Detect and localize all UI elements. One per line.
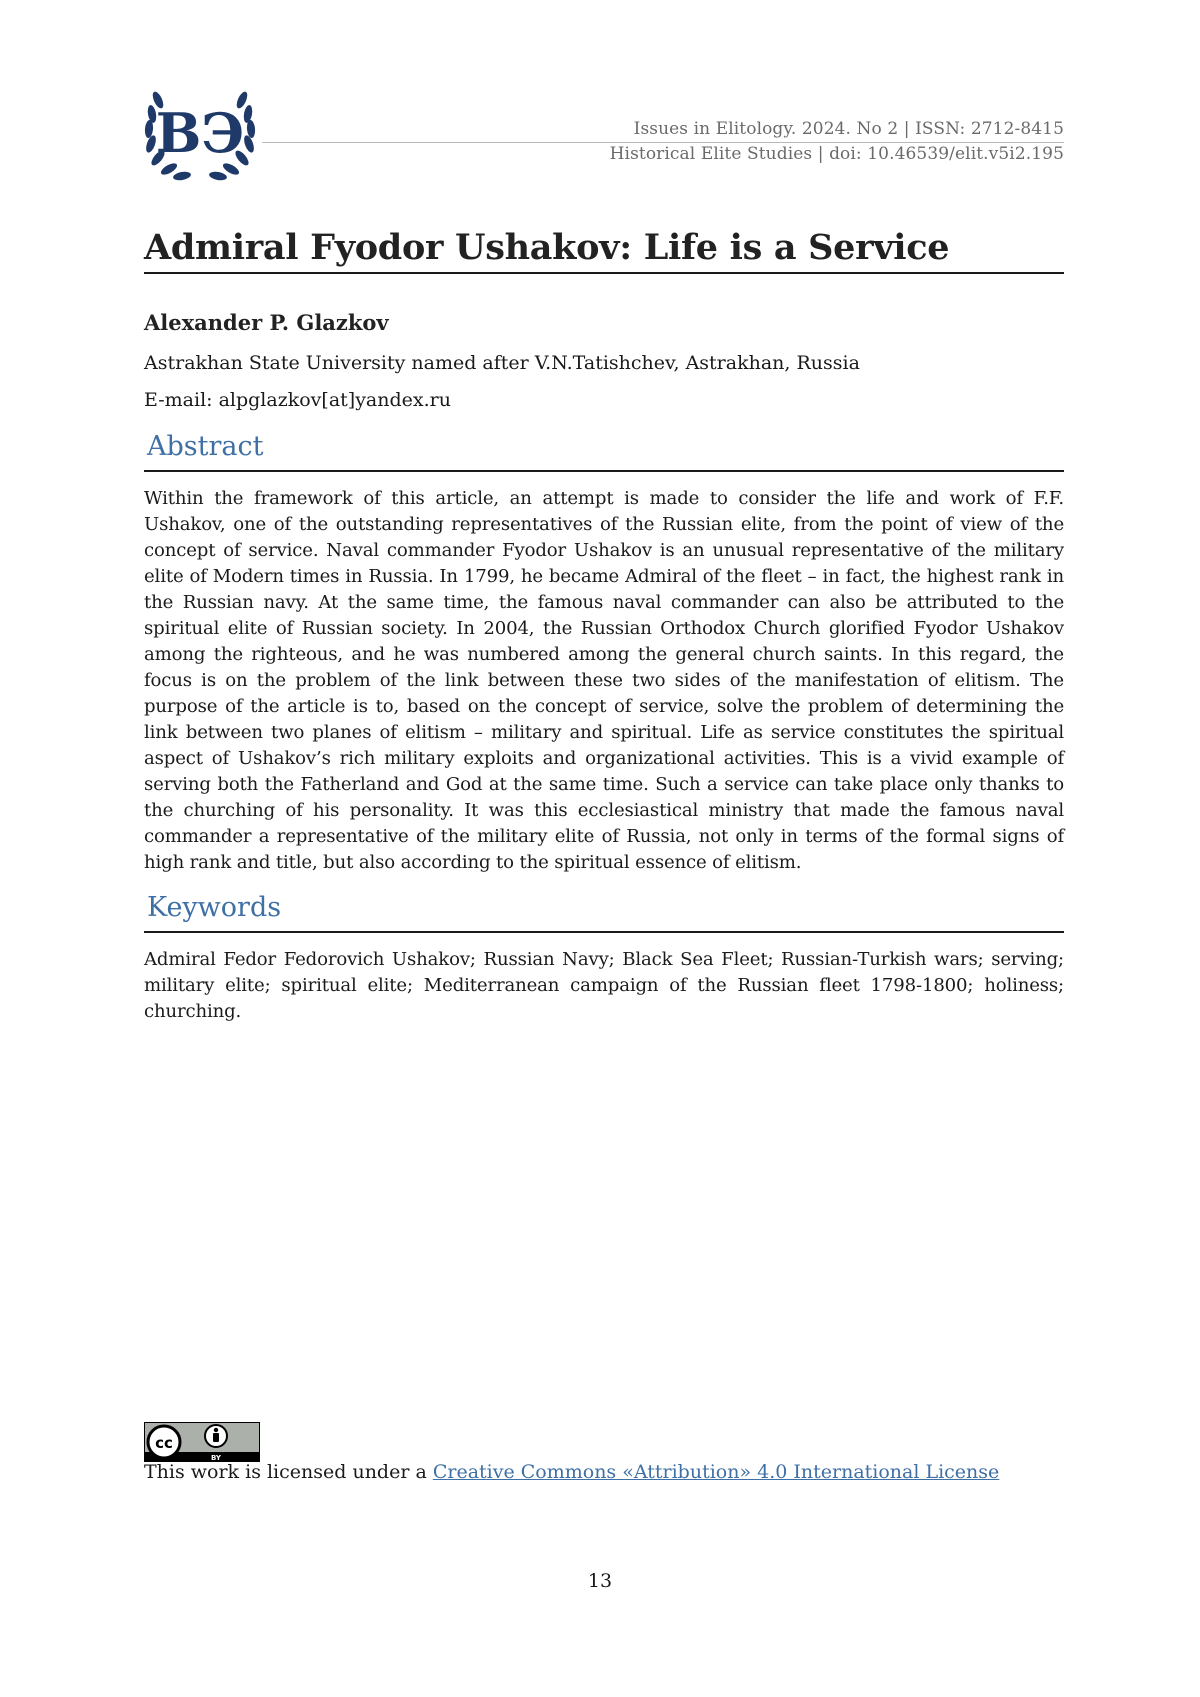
section-doi-line: Historical Elite Studies | doi: 10.46539/elit.v5i2.195 <box>609 144 1064 164</box>
license-statement <box>144 1461 999 1483</box>
svg-text:cc: cc <box>155 1434 173 1452</box>
keywords-text: Admiral Fedor Fedorovich Ushakov; Russian Navy; Black Sea Fleet; Russian-Turkish wars; serving; military elite; spiritual elite; Mediterranean campaign of the Russian fleet 1798-1800; holiness; churching. <box>144 949 1064 1022</box>
svg-text:ВЭ: ВЭ <box>155 101 245 165</box>
keywords-rule <box>144 931 1064 933</box>
license-prefix: This work is licensed under a <box>144 1461 433 1483</box>
cc-by-badge-icon[interactable] <box>144 1422 260 1462</box>
journal-laurel-logo-icon <box>140 80 260 188</box>
abstract-text: Within the framework of this article, an attempt is made to consider the life and work of F.F. Ushakov, one of the outstanding representatives of the Russian elite, from the point of view of the concept of service. Naval commander Fyodor Ushakov is an unusual representative of the military elite of Modern times in Russia. In 1799, he became Admiral of the fleet – in fact, the highest rank in the Russian navy. At the same time, the famous naval commander can also be attributed to the spiritual elite of Russian society. In 2004, the Russian Orthodox Church glorified Fyodor Ushakov among the righteous, and he was numbered among the general church saints. In this regard, the focus is on the problem of the link between these two sides of the manifestation of elitism. The purpose of the article is to, based on the concept of service, solve the problem of determining the link between two planes of elitism – military and spiritual. Life as service constitutes the spiritual aspect of Ushakov’s rich military exploits and organizational activities. This is a vivid example of serving both the Fatherland and God at the same time. Such a service can take place only thanks to the churching of his personality. It was this ecclesiastical ministry that made the famous naval commander a representative of the military elite of Russia, not only in terms of the formal signs of high rank and title, but also according to the spiritual essence of elitism. <box>144 488 1064 873</box>
author-name: Alexander P. Glazkov <box>144 310 389 335</box>
journal-header <box>610 117 1064 167</box>
abstract-heading: Abstract <box>147 431 264 462</box>
author-affiliation: Astrakhan State University named after V.N.Tatishchev, Astrakhan, Russia <box>144 352 860 374</box>
article-title: Admiral Fyodor Ushakov: Life is a Service <box>144 227 950 268</box>
keywords-heading: Keywords <box>147 892 282 923</box>
cc-by-label: BY <box>210 1454 222 1462</box>
author-email: E-mail: alpglazkov[at]yandex.ru <box>144 389 451 411</box>
abstract-rule <box>144 470 1064 472</box>
title-rule <box>144 272 1064 274</box>
license-link[interactable]: Creative Commons «Attribution» 4.0 International License <box>432 1461 1000 1483</box>
journal-info-line: Issues in Elitology. 2024. No 2 | ISSN: 2712-8415 <box>633 119 1064 139</box>
page-number: 13 <box>587 1570 613 1592</box>
